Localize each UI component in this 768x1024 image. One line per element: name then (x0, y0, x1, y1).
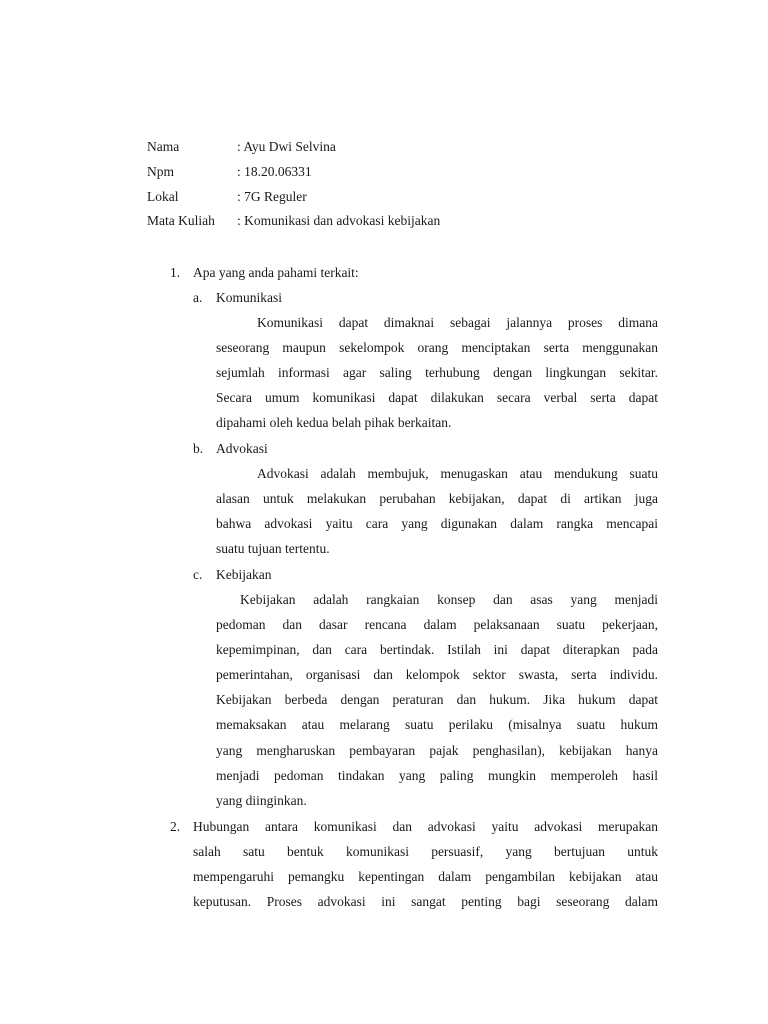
paragraph-line: alasan untuk melakukan perubahan kebijakan, dapat di artikan juga (216, 491, 658, 507)
paragraph-line: pedoman dan dasar rencana dalam pelaksanaan suatu pekerjaan, (216, 617, 658, 633)
list-marker: a. (193, 290, 203, 305)
info-row-npm (147, 163, 440, 188)
paragraph-line: kepemimpinan, dan cara bertindak. Istilah ini dapat diterapkan pada (216, 642, 658, 658)
paragraph-line: yang mengharuskan pembayaran pajak penghasilan), kebijakan hanya (216, 742, 658, 758)
paragraph-line: menjadi pedoman tindakan yang paling mungkin memperoleh hasil (216, 767, 658, 783)
info-label: Mata Kuliah (147, 213, 215, 229)
paragraph-line: salah satu bentuk komunikasi persuasif, yang bertujuan untuk (193, 844, 658, 860)
paragraph-line: suatu tujuan tertentu. (216, 541, 330, 557)
section-title-advokasi: Advokasi (216, 441, 268, 456)
info-label: Nama (147, 139, 180, 154)
question-number: 2. (170, 819, 181, 834)
section-title-komunikasi: Komunikasi (216, 290, 282, 305)
paragraph-hubungan (193, 814, 658, 914)
info-label: Lokal (147, 188, 179, 204)
info-label: Npm (147, 163, 174, 179)
paragraph-komunikasi (216, 310, 658, 435)
paragraph-line: keputusan. Proses advokasi ini sangat penting bagi seseorang dalam (193, 894, 658, 910)
paragraph-line: pemerintahan, organisasi dan kelompok sektor swasta, serta individu. (216, 667, 658, 683)
section-title-kebijakan: Kebijakan (216, 567, 272, 582)
paragraph-line: sejumlah informasi agar saling terhubung dengan lingkungan sekitar. (216, 365, 658, 381)
paragraph-line: dipahami oleh kedua belah pihak berkaitan. (216, 415, 452, 431)
info-row-nama (147, 138, 440, 163)
paragraph-line: seseorang maupun sekelompok orang menciptakan serta menggunakan (216, 340, 658, 356)
paragraph-line: bahwa advokasi yaitu cara yang digunakan dalam rangka mencapai (216, 516, 658, 532)
paragraph-kebijakan (216, 587, 658, 813)
paragraph-line: Komunikasi dapat dimaknai sebagai jalannya proses dimana (257, 315, 658, 330)
paragraph-line: mempengaruhi pemangku kepentingan dalam pengambilan kebijakan atau (193, 869, 658, 885)
student-info (147, 138, 440, 237)
paragraph-line: memaksakan atau melarang suatu perilaku (misalnya suatu hukum (216, 717, 658, 733)
info-value: : 18.20.06331 (237, 163, 312, 179)
info-value: : Ayu Dwi Selvina (237, 139, 336, 154)
paragraph-line: Kebijakan berbeda dengan peraturan dan hukum. Jika hukum dapat (216, 692, 658, 708)
info-value: : 7G Reguler (237, 188, 307, 204)
paragraph-line: yang diinginkan. (216, 792, 307, 808)
question-number: 1. (170, 265, 181, 280)
info-row-lokal (147, 188, 440, 213)
info-value: : Komunikasi dan advokasi kebijakan (237, 213, 441, 229)
paragraph-line: Hubungan antara komunikasi dan advokasi yaitu advokasi merupakan (193, 819, 658, 834)
paragraph-line: Kebijakan adalah rangkaian konsep dan asas yang menjadi (240, 592, 658, 607)
paragraph-line: Secara umum komunikasi dapat dilakukan secara verbal serta dapat (216, 390, 658, 406)
paragraph-advokasi (216, 461, 658, 561)
paragraph-line: Advokasi adalah membujuk, menugaskan atau mendukung suatu (257, 466, 658, 481)
list-marker: c. (193, 567, 203, 582)
question-text: Apa yang anda pahami terkait: (193, 265, 359, 280)
info-row-mata-kuliah (147, 212, 440, 237)
list-marker: b. (193, 441, 204, 456)
